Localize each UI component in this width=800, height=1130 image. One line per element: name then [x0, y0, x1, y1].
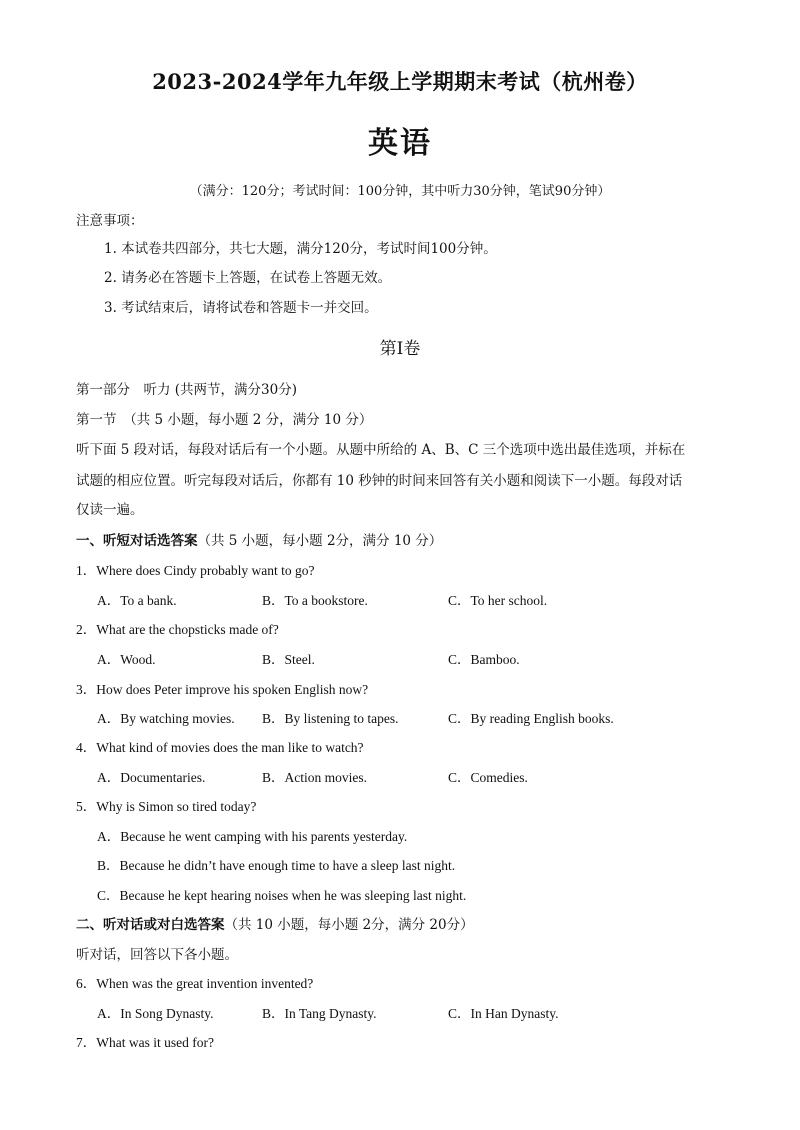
q2-option-b: B．Steel. — [262, 652, 315, 667]
instruction-line-1: 听下面 5 段对话，每段对话后有一个小题。从题中所给的 A、B、C 三个选项中选出最佳选项，并标在 — [76, 442, 686, 458]
question-1: 1．Where does Cindy probably want to go? — [76, 563, 315, 578]
q3-option-c: C．By reading English books. — [448, 711, 614, 726]
question-6: 6．When was the great invention invented? — [76, 976, 314, 991]
section-b-instruction: 听对话，回答以下各小题。 — [76, 947, 238, 963]
part1-heading: 第一部分 听力 (共两节，满分30分) — [76, 382, 298, 398]
q5-option-c: C．Because he kept hearing noises when he was sleeping last night. — [97, 888, 467, 903]
q3-option-a: A．By watching movies. — [97, 711, 235, 726]
exam-title: 2023-2024学年九年级上学期期末考试（杭州卷） — [152, 69, 648, 94]
q5-option-a: A．Because he went camping with his parents yesterday. — [97, 829, 408, 844]
question-3: 3．How does Peter improve his spoken English now? — [76, 682, 369, 697]
q3-option-b: B．By listening to tapes. — [262, 711, 399, 726]
q5-option-b: B．Because he didn’t have enough time to have a sleep last night. — [97, 858, 456, 873]
instruction-line-3: 仅读一遍。 — [76, 502, 144, 518]
exam-info: （满分：120分；考试时间：100分钟，其中听力30分钟，笔试90分钟） — [189, 184, 611, 199]
section-a-title: 一、听短对话选答案 — [76, 533, 198, 549]
q6-option-a: A．In Song Dynasty. — [97, 1006, 214, 1021]
q6-option-c: C．In Han Dynasty. — [448, 1006, 559, 1021]
question-5: 5．Why is Simon so tired today? — [76, 799, 257, 814]
q1-option-a: A．To a bank. — [97, 593, 177, 608]
subject-title: 英语 — [368, 126, 432, 161]
notice-item-1: 1. 本试卷共四部分，共七大题，满分120分，考试时间100分钟。 — [104, 241, 497, 257]
section-a-heading — [76, 529, 442, 549]
question-4: 4．What kind of movies does the man like to watch? — [76, 740, 364, 755]
q4-option-a: A．Documentaries. — [97, 770, 206, 785]
volume-heading: 第I卷 — [379, 339, 421, 359]
q1-option-c: C．To her school. — [448, 593, 548, 608]
q4-option-c: C．Comedies. — [448, 770, 528, 785]
section-b-detail: （共 10 小题，每小题 2分，满分 20分） — [224, 917, 474, 933]
section-b-title: 二、听对话或对白选答案 — [76, 917, 225, 933]
q6-option-b: B．In Tang Dynasty. — [262, 1006, 377, 1021]
question-7: 7．What was it used for? — [76, 1035, 214, 1050]
section1-heading: 第一节 （共 5 小题，每小题 2 分，满分 10 分） — [76, 412, 373, 428]
notice-item-3: 3. 考试结束后，请将试卷和答题卡一并交回。 — [104, 300, 378, 316]
instruction-line-2: 试题的相应位置。听完每段对话后，你都有 10 秒钟的时间来回答有关小题和阅读下一小题。每段对话 — [76, 473, 683, 489]
section-a-detail: （共 5 小题，每小题 2分，满分 10 分） — [197, 533, 443, 549]
q1-option-b: B．To a bookstore. — [262, 593, 368, 608]
notice-heading: 注意事项： — [76, 213, 144, 229]
q2-option-c: C．Bamboo. — [448, 652, 520, 667]
question-2: 2．What are the chopsticks made of? — [76, 622, 279, 637]
notice-item-2: 2. 请务必在答题卡上答题，在试卷上答题无效。 — [104, 270, 392, 286]
section-b-heading — [76, 913, 474, 933]
q2-option-a: A．Wood. — [97, 652, 156, 667]
q4-option-b: B．Action movies. — [262, 770, 367, 785]
